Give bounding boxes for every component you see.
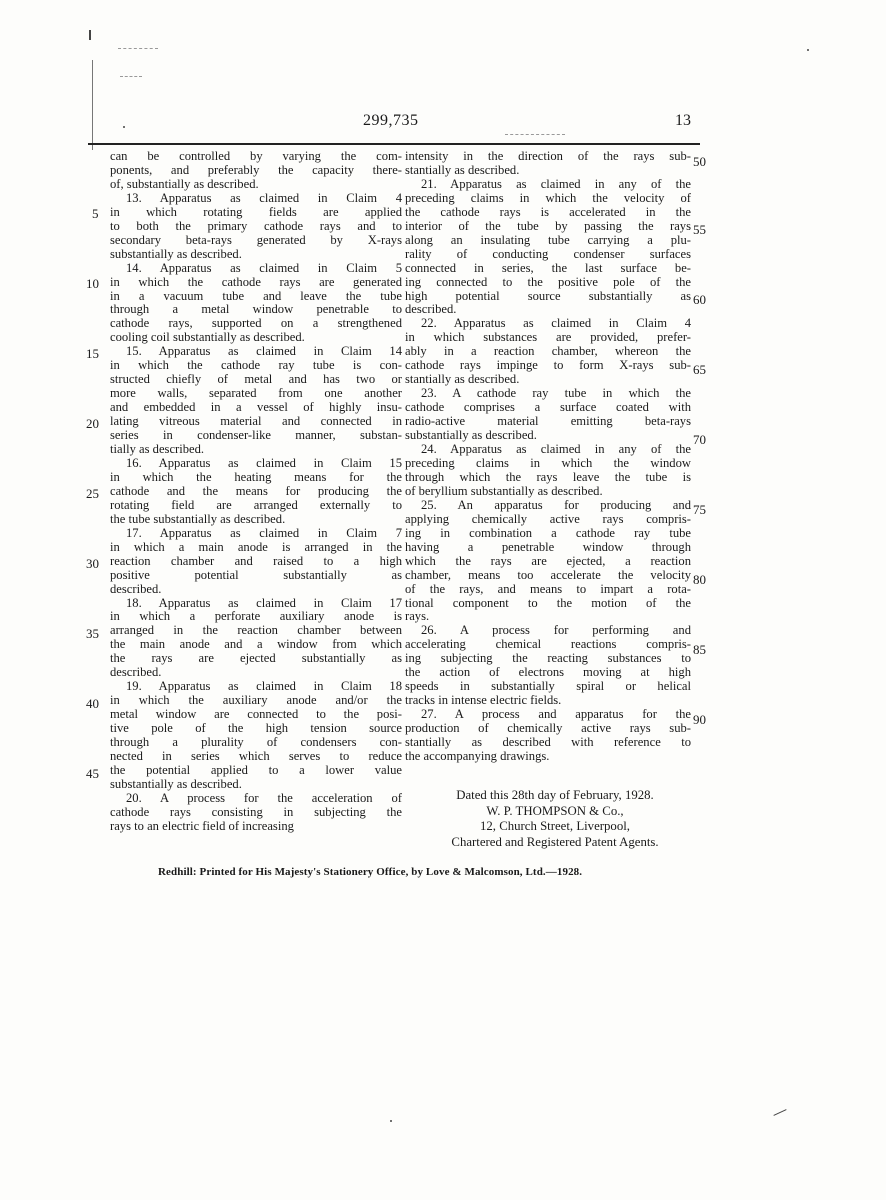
text-line: ponents, and preferably the capacity there- xyxy=(110,163,402,177)
text-line: can be controlled by varying the com- xyxy=(110,150,402,163)
line-number: 45 xyxy=(86,766,99,781)
text-line: in which the heating means for the xyxy=(110,470,402,484)
text-line: 26. A process for performing and xyxy=(421,624,691,638)
text-line: 24. Apparatus as claimed in any of the xyxy=(421,443,691,457)
text-line: stantially as described. xyxy=(405,373,520,387)
text-line: high potential source substantially as xyxy=(405,289,691,303)
text-line: 16. Apparatus as claimed in Claim 15 xyxy=(126,456,402,470)
text-line: the action of electrons moving at high xyxy=(405,666,691,680)
text-line: speeds in substantially spiral or helical xyxy=(405,680,691,694)
line-number: 90 xyxy=(693,712,706,727)
text-line: of the rays, and means to impart a rota- xyxy=(405,582,691,596)
line-number: 50 xyxy=(693,154,706,169)
scan-speck xyxy=(807,49,809,51)
text-line: positive potential substantially as xyxy=(110,568,402,582)
page-number: 13 xyxy=(675,112,691,129)
text-line: lating vitreous material and connected in xyxy=(110,415,402,429)
left-column xyxy=(110,150,402,834)
text-line: preceding claims in which the window xyxy=(405,456,691,470)
text-line: described. xyxy=(405,303,457,317)
text-line: of, substantially as described. xyxy=(110,177,259,191)
text-line: 18. Apparatus as claimed in Claim 17 xyxy=(126,596,402,610)
text-line: cathode rays consisting in subjecting the xyxy=(110,805,402,819)
text-line: in which substances are provided, prefer- xyxy=(405,331,691,345)
text-line: series in condenser-like manner, substan- xyxy=(110,429,402,443)
text-line: preceding claims in which the velocity of xyxy=(405,191,691,205)
agent-address: 12, Church Street, Liverpool, xyxy=(480,819,630,833)
scan-speck xyxy=(773,1109,786,1116)
dated-line: Dated this 28th day of February, 1928. xyxy=(456,788,654,802)
line-number: 30 xyxy=(86,556,99,571)
text-line: 22. Apparatus as claimed in Claim 4 xyxy=(421,317,691,331)
text-line: tially as described. xyxy=(110,443,205,457)
text-line: 21. Apparatus as claimed in any of the xyxy=(421,177,691,191)
text-line: substantially as described. xyxy=(405,429,537,443)
line-number: 80 xyxy=(693,572,706,587)
line-number: 85 xyxy=(693,642,706,657)
text-line: described. xyxy=(110,582,162,596)
text-line: in which the auxiliary anode and/or the xyxy=(110,694,402,708)
line-number: 70 xyxy=(693,432,706,447)
signature-block xyxy=(405,788,705,850)
text-line: in a vacuum tube and leave the tube xyxy=(110,289,402,303)
text-line: rays to an electric field of increasing xyxy=(110,819,294,833)
text-line: applying chemically active rays compris- xyxy=(405,512,691,526)
text-line: nected in series which serves to reduce xyxy=(110,749,402,763)
scan-speck xyxy=(89,30,91,40)
page-header xyxy=(85,112,705,136)
text-line: cathode rays impinge to form X-rays sub- xyxy=(405,359,691,373)
line-number: 10 xyxy=(86,276,99,291)
scan-edge xyxy=(92,60,93,150)
text-line: 15. Apparatus as claimed in Claim 14 xyxy=(126,345,402,359)
line-number: 35 xyxy=(86,626,99,641)
text-line: through which the rays leave the tube is xyxy=(405,470,691,484)
text-line: tive pole of the high tension source xyxy=(110,722,402,736)
text-line: arranged in the reaction chamber between xyxy=(110,624,402,638)
text-line: the tube substantially as described. xyxy=(110,512,286,526)
text-line: the cathode rays is accelerated in the xyxy=(405,205,691,219)
line-number: 65 xyxy=(693,362,706,377)
text-line: which the rays are ejected, a reaction xyxy=(405,554,691,568)
text-line: the main anode and a window from which xyxy=(110,638,402,652)
agent-firm: W. P. THOMPSON & Co., xyxy=(486,803,624,818)
text-line: the rays are ejected substantially as xyxy=(110,652,402,666)
text-line: production of chemically active rays sub- xyxy=(405,722,691,736)
text-line: in which a main anode is arranged in the xyxy=(110,540,402,554)
text-line: in which rotating fields are applied xyxy=(110,205,402,219)
text-line: and embedded in a vessel of highly insu- xyxy=(110,401,402,415)
text-line: through a metal window penetrable to xyxy=(110,303,402,317)
text-line: 25. An apparatus for producing and xyxy=(421,498,691,512)
text-line: connected in series, the last surface be- xyxy=(405,261,691,275)
line-number: 25 xyxy=(86,486,99,501)
line-number: 40 xyxy=(86,696,99,711)
scan-mark xyxy=(118,48,158,49)
text-line: described. xyxy=(110,666,162,680)
line-number: 55 xyxy=(693,222,706,237)
text-line: tracks in intense electric fields. xyxy=(405,694,562,708)
text-line: stantially as described. xyxy=(405,163,520,177)
text-line: 23. A cathode ray tube in which the xyxy=(421,387,691,401)
text-line: secondary beta-rays generated by X-rays xyxy=(110,233,402,247)
text-line: rotating field are arranged externally to xyxy=(110,498,402,512)
text-line: the accompanying drawings. xyxy=(405,749,550,763)
text-line: cooling coil substantially as described. xyxy=(110,331,305,345)
text-line: cathode rays, supported on a strengthened xyxy=(110,317,402,331)
line-number: 20 xyxy=(86,416,99,431)
text-line: rality of conducting condenser surfaces xyxy=(405,247,691,261)
line-number: 5 xyxy=(92,206,99,221)
text-line: in which a perforate auxiliary anode is xyxy=(110,610,402,624)
text-line: cathode comprises a surface coated with xyxy=(405,401,691,415)
text-line: to both the primary cathode rays and to xyxy=(110,219,402,233)
patent-number: 299,735 xyxy=(363,112,419,129)
text-line: the potential applied to a lower value xyxy=(110,763,402,777)
text-line: 13. Apparatus as claimed in Claim 4 xyxy=(126,191,402,205)
text-line: metal window are connected to the posi- xyxy=(110,708,402,722)
text-line: having a penetrable window through xyxy=(405,540,691,554)
line-number: 75 xyxy=(693,502,706,517)
text-line: radio-active material emitting beta-rays xyxy=(405,415,691,429)
text-line: interior of the tube by passing the rays xyxy=(405,219,691,233)
text-line: of beryllium substantially as described. xyxy=(405,484,603,498)
text-line: chamber, means too accelerate the velocity xyxy=(405,568,691,582)
text-line: substantially as described. xyxy=(110,247,242,261)
scan-speck xyxy=(390,1120,392,1122)
right-column xyxy=(405,150,691,764)
text-line: in which the cathode rays are generated xyxy=(110,275,402,289)
text-line: rays. xyxy=(405,610,430,624)
text-line: structed chiefly of metal and has two or xyxy=(110,373,402,387)
line-number: 15 xyxy=(86,346,99,361)
text-line: tional component to the motion of the xyxy=(405,596,691,610)
text-line: cathode and the means for producing the xyxy=(110,484,402,498)
text-line: 17. Apparatus as claimed in Claim 7 xyxy=(126,526,402,540)
text-line: ably in a reaction chamber, whereon the xyxy=(405,345,691,359)
text-line: ing connected to the positive pole of the xyxy=(405,275,691,289)
text-line: 19. Apparatus as claimed in Claim 18 xyxy=(126,680,402,694)
header-rule xyxy=(88,143,700,145)
text-line: reaction chamber and raised to a high xyxy=(110,554,402,568)
text-line: substantially as described. xyxy=(110,777,242,791)
text-line: more walls, separated from one another xyxy=(110,387,402,401)
text-line: accelerating chemical reactions compris- xyxy=(405,638,691,652)
line-number: 60 xyxy=(693,292,706,307)
text-line: 20. A process for the acceleration of xyxy=(126,791,402,805)
text-line: 27. A process and apparatus for the xyxy=(421,708,691,722)
text-line: in which the cathode ray tube is con- xyxy=(110,359,402,373)
text-line: 14. Apparatus as claimed in Claim 5 xyxy=(126,261,402,275)
text-line: ing subjecting the reacting substances to xyxy=(405,652,691,666)
text-line: through a plurality of condensers con- xyxy=(110,736,402,750)
text-line: stantially as described with reference to xyxy=(405,736,691,750)
agent-role: Chartered and Registered Patent Agents. xyxy=(451,834,659,849)
scan-mark xyxy=(120,76,142,77)
text-line: ing in combination a cathode ray tube xyxy=(405,526,691,540)
text-line: intensity in the direction of the rays sub- xyxy=(405,150,691,163)
printer-footer: Redhill: Printed for His Majesty's Stationery Office, by Love & Malcomson, Ltd.—1928. xyxy=(158,866,583,878)
text-line: along an insulating tube carrying a plu- xyxy=(405,233,691,247)
